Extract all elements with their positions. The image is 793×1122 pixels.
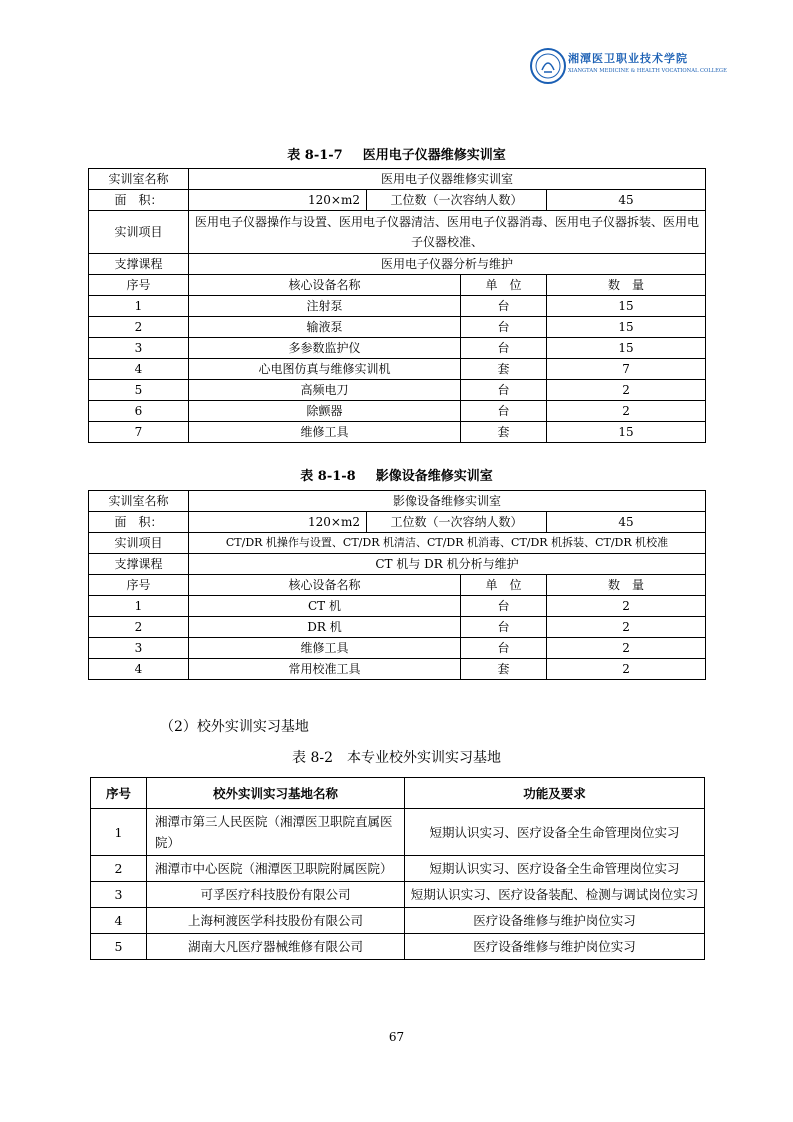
cell-name: 上海柯渡医学科技股份有限公司 bbox=[147, 908, 405, 934]
cell-no: 3 bbox=[91, 882, 147, 908]
label-cell: 实训室名称 bbox=[89, 491, 189, 512]
cell-name: 湖南大凡医疗器械维修有限公司 bbox=[147, 934, 405, 960]
table2-caption bbox=[88, 465, 705, 484]
table-row bbox=[89, 359, 706, 380]
capacity-value: 45 bbox=[547, 190, 706, 211]
col-header: 功能及要求 bbox=[405, 778, 705, 809]
table-row bbox=[91, 908, 705, 934]
label-cell: 实训项目 bbox=[89, 533, 189, 554]
col-header: 核心设备名称 bbox=[189, 275, 461, 296]
table-row bbox=[89, 211, 706, 254]
table1-caption-title: 医用电子仪器维修实训室 bbox=[362, 148, 506, 163]
cell-no: 5 bbox=[89, 380, 189, 401]
table-row bbox=[89, 512, 706, 533]
cell-func: 短期认识实习、医疗设备全生命管理岗位实习 bbox=[405, 809, 705, 856]
cell-unit: 套 bbox=[461, 659, 547, 680]
lab-table-electronic bbox=[88, 168, 706, 443]
table-row bbox=[89, 296, 706, 317]
cell-name: DR 机 bbox=[189, 617, 461, 638]
cell-qty: 15 bbox=[547, 338, 706, 359]
cell-no: 3 bbox=[89, 638, 189, 659]
col-header: 核心设备名称 bbox=[189, 575, 461, 596]
section-heading: （2）校外实训实习基地 bbox=[160, 719, 309, 735]
cell-name: 多参数监护仪 bbox=[189, 338, 461, 359]
cell-func: 医疗设备维修与维护岗位实习 bbox=[405, 908, 705, 934]
area-value: 120×m2 bbox=[189, 512, 367, 533]
cell-name: 维修工具 bbox=[189, 638, 461, 659]
table1-caption-number: 表 8-1-7 bbox=[287, 148, 343, 163]
cell-unit: 套 bbox=[461, 422, 547, 443]
cell-name: 维修工具 bbox=[189, 422, 461, 443]
table-row bbox=[89, 338, 706, 359]
cell-unit: 台 bbox=[461, 296, 547, 317]
lab-table-imaging bbox=[88, 490, 706, 680]
cell-qty: 7 bbox=[547, 359, 706, 380]
cell-qty: 2 bbox=[547, 380, 706, 401]
capacity-label: 工位数（一次容纳人数） bbox=[367, 190, 547, 211]
course-value: CT 机与 DR 机分析与维护 bbox=[189, 554, 706, 575]
cell-unit: 台 bbox=[461, 638, 547, 659]
table-row bbox=[89, 401, 706, 422]
cell-qty: 2 bbox=[547, 617, 706, 638]
cell-func: 医疗设备维修与维护岗位实习 bbox=[405, 934, 705, 960]
cell-no: 5 bbox=[91, 934, 147, 960]
table2-caption-title: 影像设备维修实训室 bbox=[375, 469, 493, 484]
area-value: 120×m2 bbox=[189, 190, 367, 211]
cell-name: CT 机 bbox=[189, 596, 461, 617]
cell-name: 常用校准工具 bbox=[189, 659, 461, 680]
cell-unit: 台 bbox=[461, 596, 547, 617]
cell-no: 1 bbox=[89, 596, 189, 617]
table-row bbox=[91, 934, 705, 960]
cell-qty: 2 bbox=[547, 596, 706, 617]
cell-no: 4 bbox=[91, 908, 147, 934]
capacity-value: 45 bbox=[547, 512, 706, 533]
cell-qty: 15 bbox=[547, 296, 706, 317]
col-header: 序号 bbox=[89, 275, 189, 296]
table-header-row bbox=[89, 275, 706, 296]
table-row bbox=[91, 882, 705, 908]
cell-qty: 2 bbox=[547, 401, 706, 422]
cell-unit: 套 bbox=[461, 359, 547, 380]
cell-unit: 台 bbox=[461, 317, 547, 338]
cell-name: 除颤器 bbox=[189, 401, 461, 422]
cell-no: 2 bbox=[91, 856, 147, 882]
table-row bbox=[89, 617, 706, 638]
cell-name: 心电图仿真与维修实训机 bbox=[189, 359, 461, 380]
table-row bbox=[89, 254, 706, 275]
cell-qty: 15 bbox=[547, 317, 706, 338]
table-row bbox=[89, 380, 706, 401]
col-header: 序号 bbox=[91, 778, 147, 809]
table-header-row bbox=[89, 575, 706, 596]
cell-no: 4 bbox=[89, 659, 189, 680]
label-cell: 实训项目 bbox=[89, 211, 189, 254]
logo-title: 湘潭医卫职业技术学院 bbox=[568, 52, 688, 65]
cell-func: 短期认识实习、医疗设备装配、检测与调试岗位实习 bbox=[405, 882, 705, 908]
table-row bbox=[89, 638, 706, 659]
cell-no: 1 bbox=[89, 296, 189, 317]
table-row bbox=[89, 554, 706, 575]
cell-no: 2 bbox=[89, 317, 189, 338]
table-row bbox=[89, 317, 706, 338]
table2-caption-number: 表 8-1-8 bbox=[300, 469, 356, 484]
table1-caption bbox=[88, 144, 705, 163]
col-header: 单 位 bbox=[461, 575, 547, 596]
col-header: 校外实训实习基地名称 bbox=[147, 778, 405, 809]
page-number: 67 bbox=[388, 1030, 405, 1044]
cell-no: 4 bbox=[89, 359, 189, 380]
cell-qty: 15 bbox=[547, 422, 706, 443]
col-header: 数 量 bbox=[547, 575, 706, 596]
cell-qty: 2 bbox=[547, 659, 706, 680]
project-value: 医用电子仪器操作与设置、医用电子仪器清洁、医用电子仪器消毒、医用电子仪器拆装、医用电子仪器校准、 bbox=[189, 211, 706, 254]
cell-unit: 台 bbox=[461, 338, 547, 359]
cell-name: 输液泵 bbox=[189, 317, 461, 338]
cell-no: 3 bbox=[89, 338, 189, 359]
course-value: 医用电子仪器分析与维护 bbox=[189, 254, 706, 275]
project-value: CT/DR 机操作与设置、CT/DR 机清洁、CT/DR 机消毒、CT/DR 机拆装、CT/DR 机校准 bbox=[189, 533, 706, 554]
table-row bbox=[89, 596, 706, 617]
cell-name: 湘潭市第三人民医院（湘潭医卫职院直属医院） bbox=[147, 809, 405, 856]
col-header: 单 位 bbox=[461, 275, 547, 296]
table-header-row bbox=[91, 778, 705, 809]
cell-unit: 台 bbox=[461, 401, 547, 422]
label-cell: 支撑课程 bbox=[89, 254, 189, 275]
capacity-label: 工位数（一次容纳人数） bbox=[367, 512, 547, 533]
label-cell: 面 积： bbox=[89, 512, 189, 533]
table-row bbox=[89, 422, 706, 443]
cell-no: 2 bbox=[89, 617, 189, 638]
cell-unit: 台 bbox=[461, 617, 547, 638]
cell-no: 7 bbox=[89, 422, 189, 443]
col-header: 序号 bbox=[89, 575, 189, 596]
cell-qty: 2 bbox=[547, 638, 706, 659]
cell-func: 短期认识实习、医疗设备全生命管理岗位实习 bbox=[405, 856, 705, 882]
cell-name: 高频电刀 bbox=[189, 380, 461, 401]
table-row bbox=[89, 190, 706, 211]
label-cell: 支撑课程 bbox=[89, 554, 189, 575]
table3-caption: 表 8-2 本专业校外实训实习基地 bbox=[292, 750, 501, 766]
cell-name: 注射泵 bbox=[189, 296, 461, 317]
external-base-table bbox=[90, 777, 705, 960]
table-row bbox=[91, 809, 705, 856]
table-row bbox=[89, 533, 706, 554]
cell-no: 6 bbox=[89, 401, 189, 422]
table-row bbox=[89, 491, 706, 512]
logo-subtitle: XIANGTAN MEDICINE & HEALTH VOCATIONAL COLLEGE bbox=[568, 68, 727, 74]
label-cell: 面 积： bbox=[89, 190, 189, 211]
label-cell: 实训室名称 bbox=[89, 169, 189, 190]
cell-name: 可孚医疗科技股份有限公司 bbox=[147, 882, 405, 908]
table-row bbox=[91, 856, 705, 882]
lab-name: 影像设备维修实训室 bbox=[189, 491, 706, 512]
lab-name: 医用电子仪器维修实训室 bbox=[189, 169, 706, 190]
col-header: 数 量 bbox=[547, 275, 706, 296]
table-row bbox=[89, 659, 706, 680]
cell-no: 1 bbox=[91, 809, 147, 856]
cell-unit: 台 bbox=[461, 380, 547, 401]
cell-name: 湘潭市中心医院（湘潭医卫职院附属医院） bbox=[147, 856, 405, 882]
table-row bbox=[89, 169, 706, 190]
